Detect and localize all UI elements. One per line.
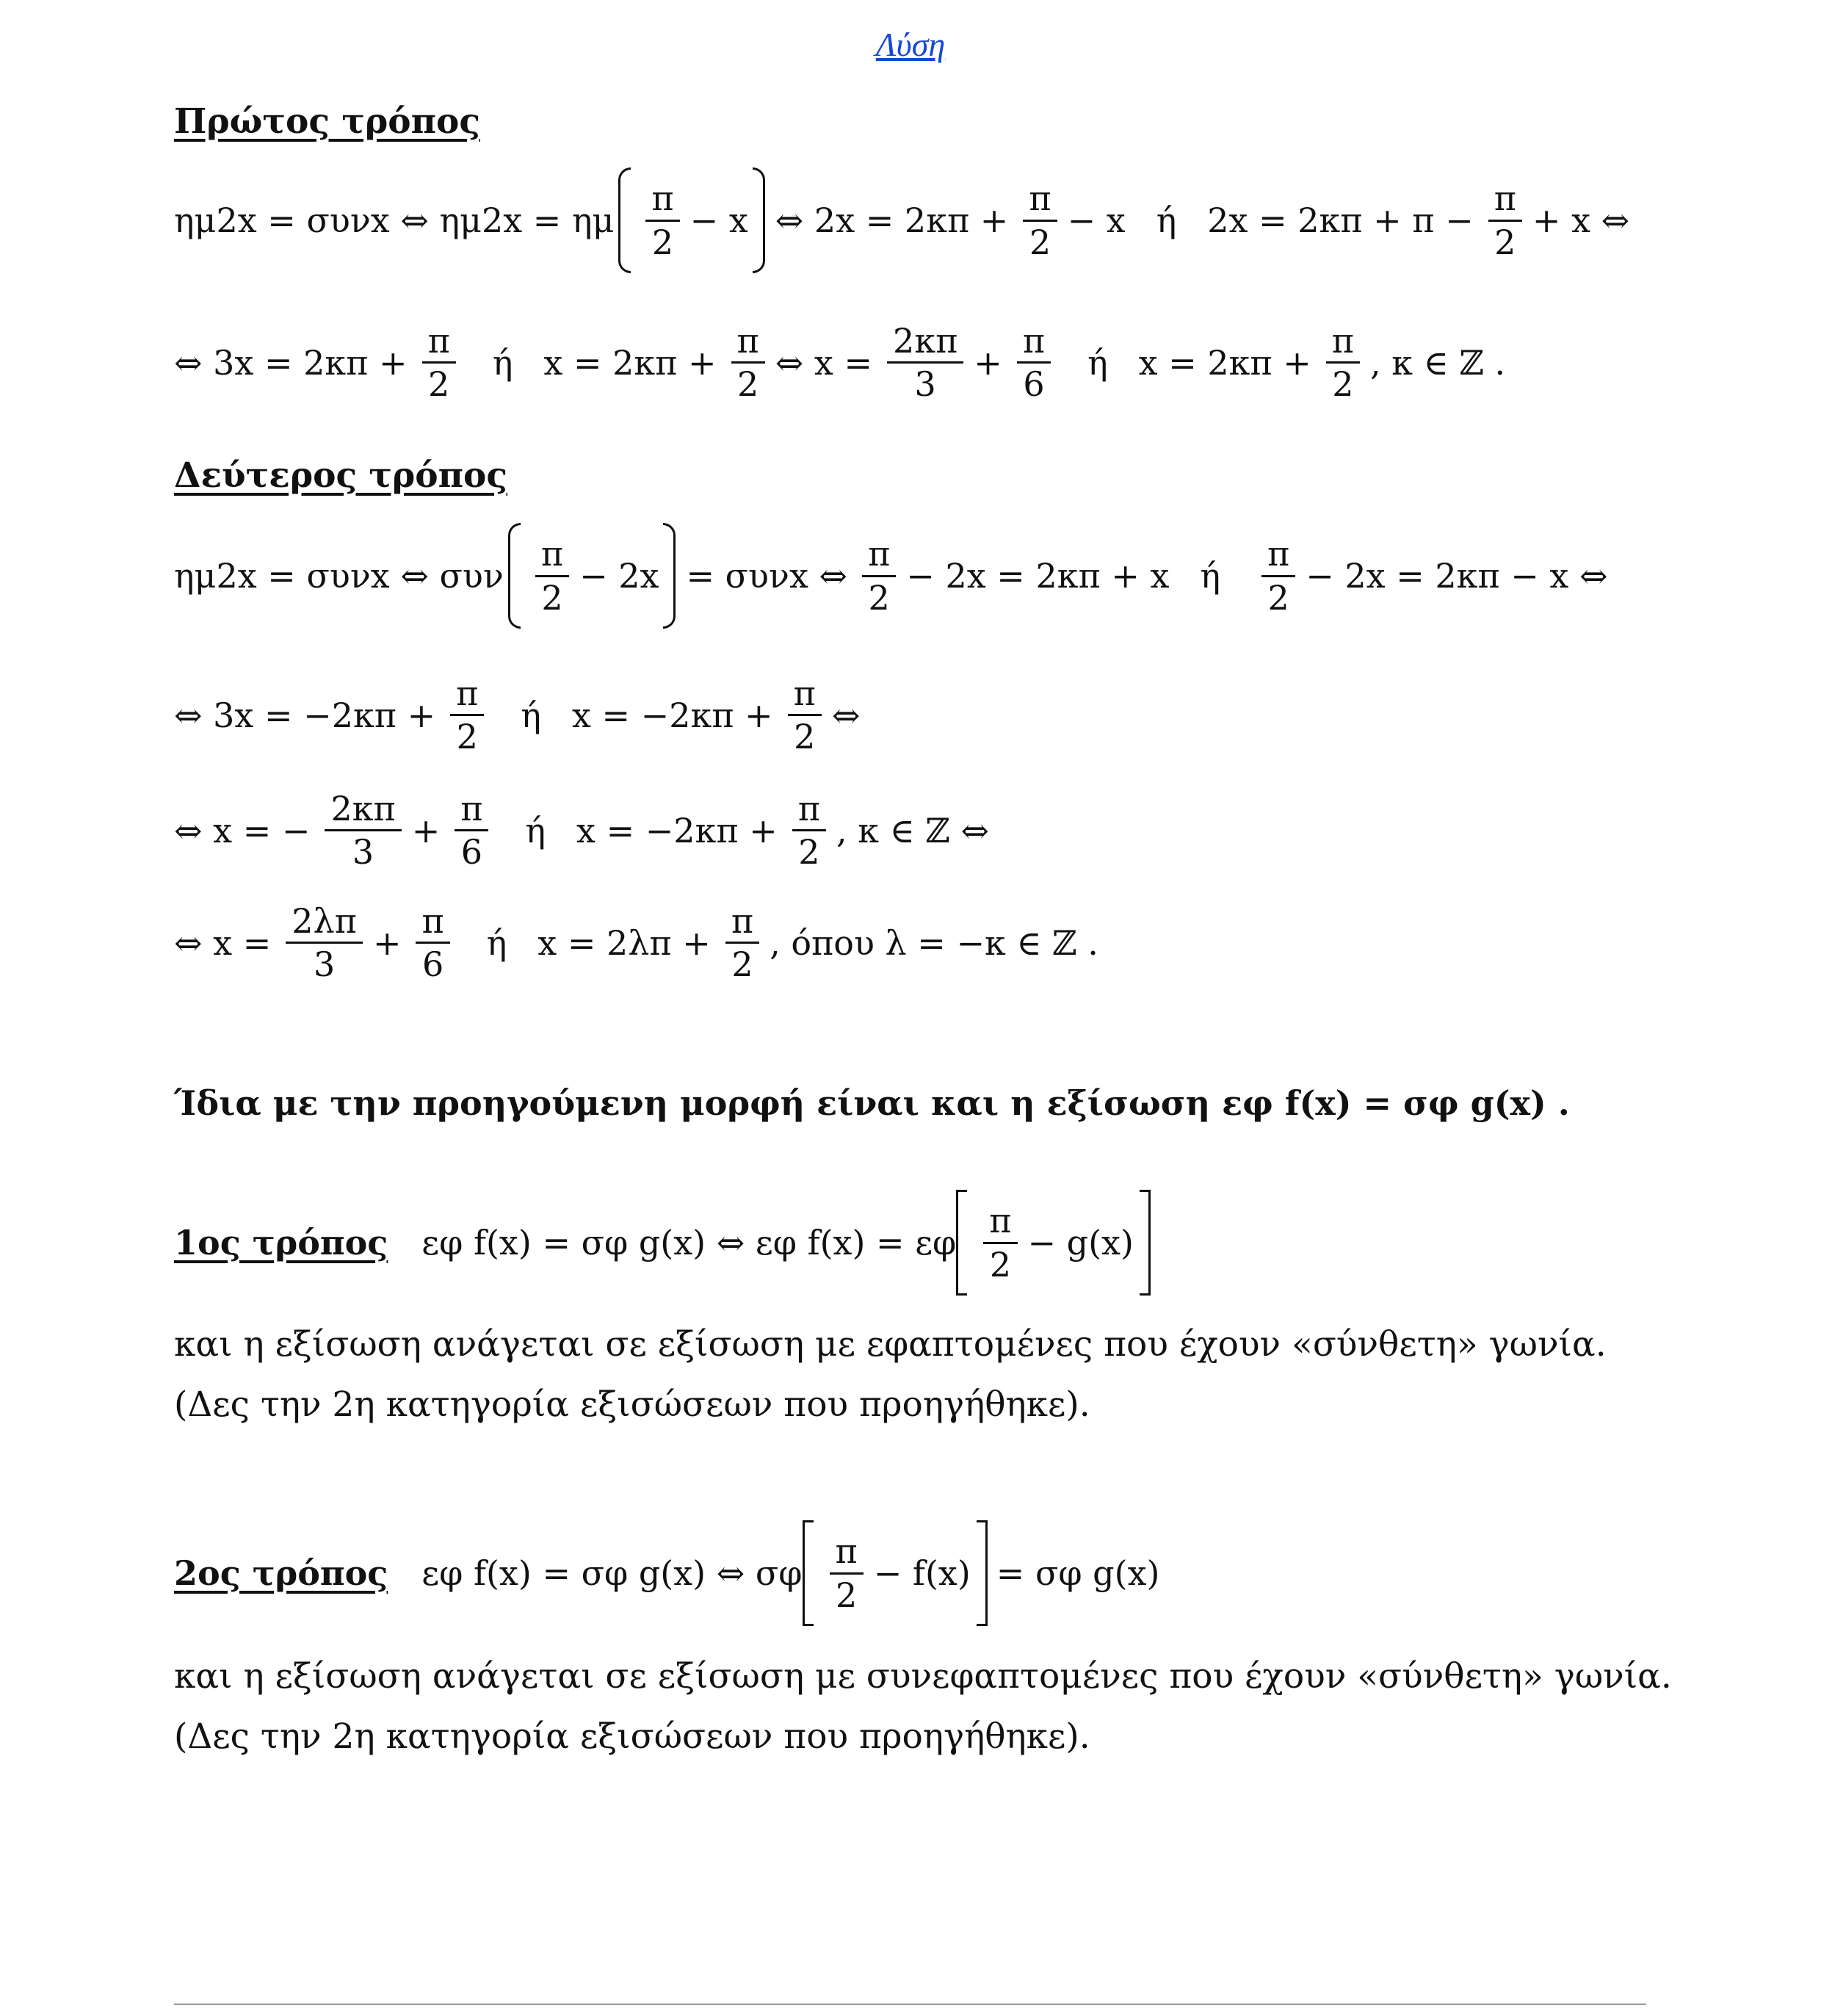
method-1-text-line-1: και η εξίσωση ανάγεται σε εξίσωση με εφαπτομένες που έχουν «σύνθετη» γωνία. [174,1324,1607,1365]
same-form-statement: Ίδια με την προηγούμενη μορφή είναι και η εξίσωση εφ f(x) = σφ g(x) . [174,1083,1570,1123]
numerator: π [731,323,765,364]
numerator: π [1326,323,1360,364]
eq6-part-c: x = 2λπ + [537,922,711,963]
method-1-text-line-2: (Δες την 2η κατηγορία εξισώσεων που προηγήθηκε). [174,1384,1090,1425]
eq3-part-b: − 2x [579,556,659,596]
eq5-part-c: x = −2κπ + [576,810,778,850]
method-1-heading: 1ος τρόπος [174,1223,388,1262]
left-bracket [803,1520,814,1626]
eq2-part-b: x = 2κπ + [543,342,717,383]
eq1-paren-group [618,167,764,273]
numerator: π [792,791,826,831]
fraction-pi-over-2 [725,903,759,983]
eq4-part-a: ⇔ 3x = −2κπ + [174,695,436,735]
eq6-part-a: ⇔ x = [174,922,272,963]
eq3-part-e: − 2x = 2κπ − x ⇔ [1306,556,1608,596]
eq1-part-f: + x ⇔ [1532,200,1630,240]
denominator: 3 [313,944,336,985]
numerator: π [1488,181,1522,221]
numerator: π [830,1533,864,1574]
numerator: 2κπ [887,323,963,364]
method-2-equation-a: εφ f(x) = σφ g(x) ⇔ σφ [421,1553,803,1593]
fraction-pi-over-2 [792,791,826,870]
denominator: 2 [1267,577,1289,618]
denominator: 2 [1494,222,1516,262]
denominator: 2 [541,577,563,618]
fraction-pi-over-2 [731,321,765,405]
eq5-part-d: , κ ∈ ℤ ⇔ [836,810,989,850]
fraction-pi-over-2 [1488,178,1522,262]
left-paren [508,523,521,629]
second-way-heading: Δεύτερος τρόπος [174,455,508,496]
fraction-pi-over-2 [535,534,569,618]
numerator: 2κπ [325,791,401,831]
fraction-2lpi-over-3 [286,903,363,983]
numerator: π [1017,323,1051,364]
denominator: 2 [456,717,478,757]
eq1-part-c: ⇔ 2x = 2κπ + [775,200,1009,240]
numerator: π [535,536,569,577]
denominator: 2 [651,222,674,262]
fraction-pi-over-2 [983,1201,1017,1285]
denominator: 2 [835,1575,858,1615]
right-bracket [1140,1190,1151,1296]
or-word: ή [1087,342,1108,383]
equation-line-5 [174,791,993,870]
eq3-paren-group [508,523,676,629]
denominator: 6 [460,832,482,872]
method-2-equation-c: = σφ g(x) [996,1553,1160,1593]
eq5-part-a: ⇔ x = − [174,810,311,850]
fraction-pi-over-2 [1023,178,1057,262]
denominator: 2 [989,1244,1012,1285]
denominator: 2 [798,832,820,872]
fraction-pi-over-6 [416,903,449,983]
eq1-part-a: ημ2x = συνx ⇔ ημ2x = ημ [174,200,615,240]
or-word: ή [521,695,541,735]
left-paren [618,167,631,273]
denominator: 2 [428,364,450,405]
method-2-bracket-group [803,1520,988,1626]
eq2-part-a: ⇔ 3x = 2κπ + [174,342,408,383]
eq2-part-d: + [974,342,1002,383]
eq1-part-b: − x [689,200,748,240]
eq1-part-e: 2x = 2κπ + π − [1207,200,1474,240]
numerator: π [645,181,679,221]
denominator: 3 [914,364,936,405]
numerator: 2λπ [286,903,363,944]
numerator: π [416,903,449,944]
denominator: 2 [794,717,816,757]
eq4-part-b: x = −2κπ + [571,695,773,735]
denominator: 2 [1029,222,1051,262]
fraction-pi-over-2 [422,321,456,405]
method-1-equation-a: εφ f(x) = σφ g(x) ⇔ εφ f(x) = εφ [421,1223,957,1262]
right-paren [753,167,765,273]
eq1-part-d: − x [1067,200,1126,240]
or-word: ή [1156,200,1177,240]
equation-line-6 [174,903,1103,983]
or-word: ή [1200,556,1220,596]
equation-line-1 [174,167,1634,273]
eq6-part-d: , όπου λ = −κ ∈ ℤ . [770,922,1098,963]
second-method-line [174,1520,1159,1626]
equation-line-3 [174,523,1612,629]
denominator: 3 [352,832,374,872]
eq4-part-c: ⇔ [831,695,861,735]
eq6-part-b: + [372,922,402,963]
solution-title[interactable]: Λύση [875,26,946,63]
fraction-pi-over-2 [450,673,484,757]
method-2-text-line-1: και η εξίσωση ανάγεται σε εξίσωση με συνεφαπτομένες που έχουν «σύνθετη» γωνία. [174,1656,1672,1697]
method-1-equation-b: − g(x) [1027,1223,1134,1262]
fraction-pi-over-2 [645,178,679,262]
numerator: π [725,903,759,944]
right-bracket [977,1520,988,1626]
or-word: ή [486,922,507,963]
eq3-part-d: − 2x = 2κπ + x [906,556,1170,596]
denominator: 6 [1023,364,1045,405]
denominator: 2 [737,364,759,405]
numerator: π [1261,536,1295,577]
eq2-part-f: , κ ∈ ℤ . [1370,342,1506,383]
denominator: 2 [1332,364,1354,405]
fraction-pi-over-2 [1326,321,1360,405]
numerator: π [788,676,822,716]
numerator: π [450,676,484,716]
first-way-heading: Πρώτος τρόπος [174,101,480,142]
eq3-part-c: = συνx ⇔ [686,556,848,596]
method-2-equation-b: − f(x) [873,1553,971,1593]
left-bracket [956,1190,967,1296]
first-method-line [174,1190,1151,1296]
numerator: π [422,323,456,364]
fraction-pi-over-2 [862,534,896,618]
or-word: ή [525,810,546,850]
fraction-pi-over-6 [1017,321,1051,405]
fraction-pi-over-2 [830,1533,864,1613]
or-word: ή [492,342,513,383]
method-2-heading: 2ος τρόπος [174,1553,388,1593]
eq2-part-e: x = 2κπ + [1138,342,1311,383]
eq2-part-c: ⇔ x = [775,342,873,383]
numerator: π [862,536,896,577]
fraction-2kpi-over-3 [887,321,963,405]
method-2-text-line-2: (Δες την 2η κατηγορία εξισώσεων που προηγήθηκε). [174,1716,1090,1757]
numerator: π [1023,181,1057,221]
numerator: π [455,791,488,831]
fraction-pi-over-2 [788,673,822,757]
equation-line-2 [174,321,1510,405]
eq5-part-b: + [411,810,441,850]
numerator: π [983,1203,1017,1243]
fraction-pi-over-6 [455,791,488,870]
denominator: 6 [421,944,444,985]
eq3-part-a: ημ2x = συνx ⇔ συν [174,556,504,596]
fraction-pi-over-2 [1261,534,1295,618]
fraction-2kpi-over-3 [325,791,401,870]
footer-rule [174,2004,1646,2005]
method-1-bracket-group [956,1190,1151,1296]
equation-line-4 [174,673,864,757]
right-paren [663,523,676,629]
denominator: 2 [868,577,890,618]
denominator: 2 [731,944,753,985]
